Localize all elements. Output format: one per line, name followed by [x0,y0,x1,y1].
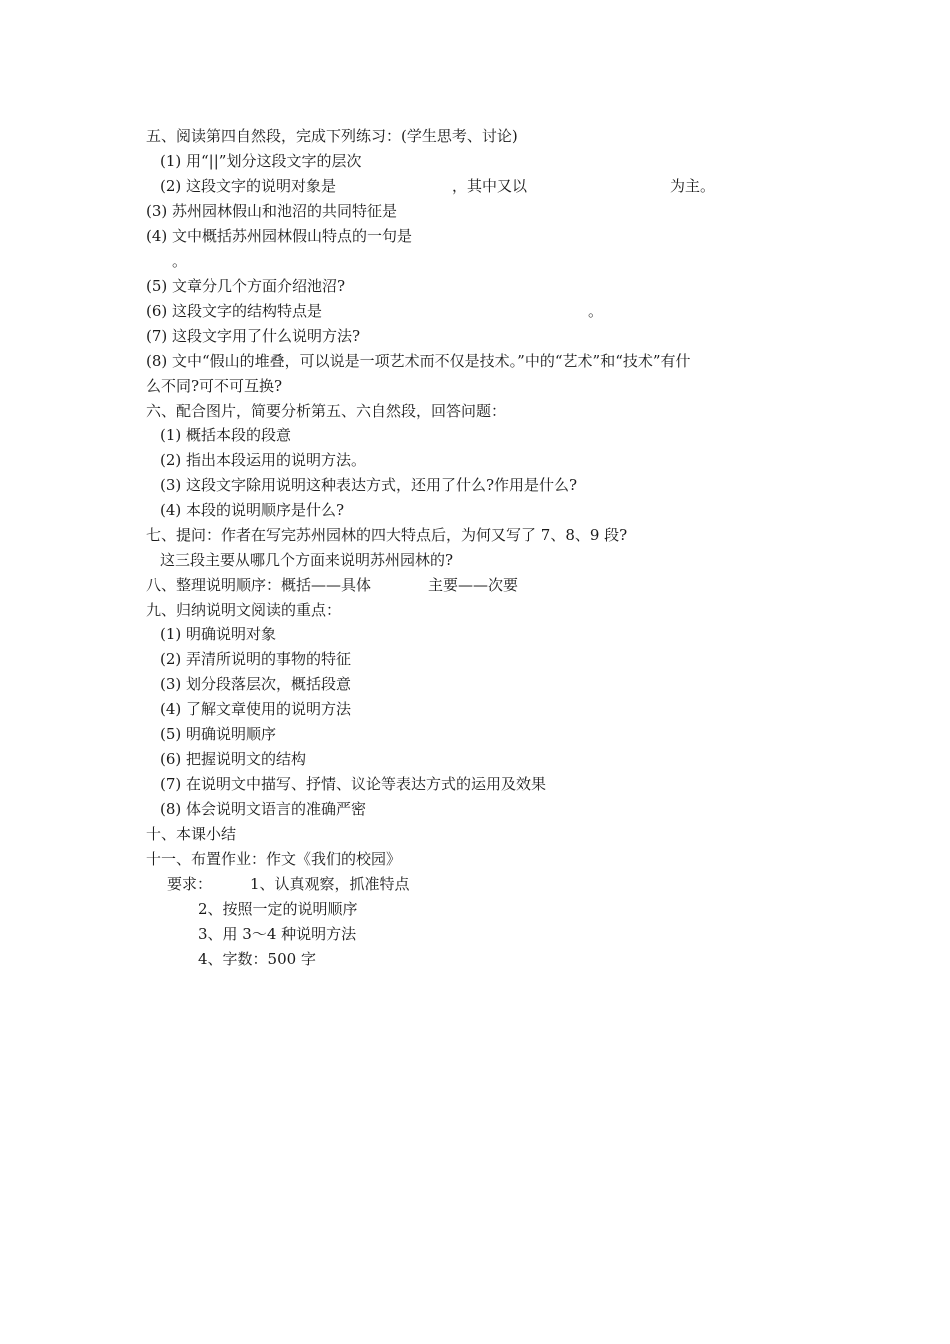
section9-heading: 九、归纳说明文阅读的重点： [146,601,342,619]
section5-q6-part1: (6) 这段文字的结构特点是 [146,302,323,320]
section11-requirement-1: 1、认真观察，抓准特点 [250,875,410,893]
section7-line2: 这三段主要从哪几个方面来说明苏州园林的? [160,551,454,569]
section5-q7: (7) 这段文字用了什么说明方法? [146,327,361,345]
section5-q2-part1: (2) 这段文字的说明对象是 [160,177,337,195]
section11-requirement-2: 2、按照一定的说明顺序 [198,900,358,918]
section5-q2-part3: 为主。 [670,177,716,195]
section9-item: (1) 明确说明对象 [160,625,277,643]
section6-heading: 六、配合图片，简要分析第五、六自然段，回答问题： [146,402,507,420]
section10-heading: 十、本课小结 [146,825,237,843]
section5-q8-line1: (8) 文中“假山的堆叠，可以说是一项艺术而不仅是技术。”中的“艺术”和“技术”有什 [146,352,691,370]
section5-q1: (1) 用“||”划分这段文字的层次 [160,152,362,170]
section11-requirement-3: 3、用 3～4 种说明方法 [198,925,357,943]
section6-q2: (2) 指出本段运用的说明方法。 [160,451,367,469]
section5-q4: (4) 文中概括苏州园林假山特点的一句是 [146,227,413,245]
section11-requirement-4: 4、字数：500 字 [198,950,316,968]
section5-heading: 五、阅读第四自然段，完成下列练习：(学生思考、讨论) [146,127,518,145]
section6-q4: (4) 本段的说明顺序是什么? [160,501,345,519]
section6-q3: (3) 这段文字除用说明这种表达方式，还用了什么?作用是什么? [160,476,578,494]
section5-q3: (3) 苏州园林假山和池沼的共同特征是 [146,202,398,220]
section9-item: (6) 把握说明文的结构 [160,750,307,768]
section9-item: (2) 弄清所说明的事物的特征 [160,650,352,668]
section5-q2-part2: ，其中又以 [452,177,528,195]
section9-item: (3) 划分段落层次，概括段意 [160,675,352,693]
section9-item: (4) 了解文章使用的说明方法 [160,700,352,718]
section5-q6-end: 。 [588,302,604,320]
section9-item: (7) 在说明文中描写、抒情、议论等表达方式的运用及效果 [160,775,547,793]
section5-q4-end: 。 [172,252,188,270]
section8-heading: 八、整理说明顺序：概括——具体 [146,576,372,594]
section7-heading: 七、提问：作者在写完苏州园林的四大特点后，为何又写了 7、8、9 段? [146,526,628,544]
section8-part2: 主要——次要 [428,576,519,594]
section6-q1: (1) 概括本段的段意 [160,426,292,444]
section9-item: (5) 明确说明顺序 [160,725,277,743]
section9-item: (8) 体会说明文语言的准确严密 [160,800,367,818]
section11-requirements-label: 要求： [167,875,213,893]
section5-q5: (5) 文章分几个方面介绍池沼? [146,277,346,295]
section5-q8-line2: 么不同?可不可互换? [146,377,283,395]
section11-heading: 十一、布置作业：作文《我们的校园》 [146,850,402,868]
